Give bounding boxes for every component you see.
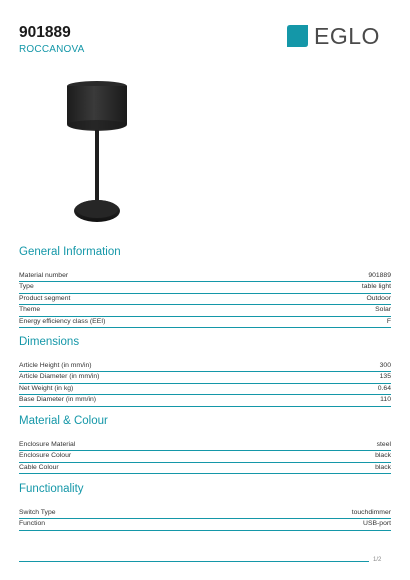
row-value: steel (376, 441, 391, 448)
row-label: Theme (19, 306, 41, 314)
row-label: Cable Colour (19, 463, 59, 471)
table-row (19, 508, 391, 519)
row-value: touchdimmer (351, 509, 391, 516)
product-number: 901889 (19, 24, 71, 41)
product-name: ROCCANOVA (19, 44, 85, 55)
row-label: Material number (19, 272, 69, 279)
row-label: Article Height (in mm/in) (19, 362, 92, 369)
material-colour-section (19, 414, 391, 474)
section-title: Functionality (19, 483, 84, 495)
section-title: Material & Colour (19, 415, 108, 427)
table-row (19, 271, 391, 282)
row-label: Type (19, 283, 34, 291)
section-title: General Information (19, 246, 121, 258)
table-row (19, 440, 391, 451)
general-information-section (19, 245, 391, 328)
footer-divider (19, 561, 369, 562)
row-label: Enclosure Colour (19, 452, 72, 460)
row-value: USB-port (363, 520, 391, 528)
row-label: Base Diameter (in mm/in) (19, 396, 97, 404)
row-label: Enclosure Material (19, 441, 76, 448)
row-value: 0.64 (377, 384, 391, 392)
row-value: 110 (380, 396, 391, 404)
table-row (19, 317, 391, 328)
functionality-section (19, 482, 391, 531)
row-value: F (386, 317, 391, 325)
table-row (19, 384, 391, 395)
table-row (19, 282, 391, 293)
row-value: Solar (375, 306, 391, 314)
row-label: Energy efficiency class (EEI) (19, 317, 106, 325)
row-label: Article Diameter (in mm/in) (19, 373, 100, 381)
row-label: Product segment (19, 294, 71, 302)
row-label: Net Weight (in kg) (19, 384, 74, 392)
row-label: Function (19, 520, 46, 528)
brand-name: EGLO (314, 23, 380, 49)
row-value: 300 (379, 362, 391, 369)
table-row (19, 372, 391, 383)
product-header (19, 24, 85, 55)
row-value: Outdoor (366, 294, 391, 302)
dimensions-section (19, 335, 391, 407)
table-row (19, 294, 391, 305)
table-row (19, 519, 391, 530)
product-image (62, 80, 132, 233)
row-value: 901889 (368, 272, 391, 279)
table-row (19, 361, 391, 372)
row-value: table light (361, 283, 391, 291)
table-row (19, 451, 391, 462)
row-value: black (375, 463, 391, 471)
page-number: 1/2 (373, 557, 382, 563)
table-lamp-image (62, 80, 132, 228)
table-row (19, 305, 391, 316)
row-value: black (375, 452, 391, 460)
eglo-logo-icon (287, 25, 309, 47)
section-title: Dimensions (19, 336, 80, 348)
table-row (19, 395, 391, 406)
row-label: Switch Type (19, 509, 56, 516)
row-value: 135 (379, 373, 391, 381)
table-row (19, 463, 391, 474)
brand-logo (287, 24, 380, 48)
